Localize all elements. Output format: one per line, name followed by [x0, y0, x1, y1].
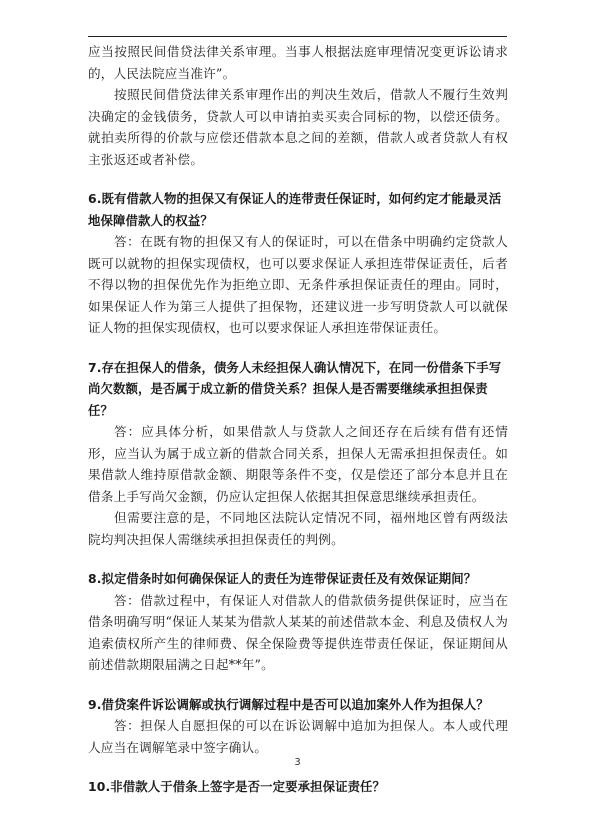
section-heading: 9.借贷案件诉讼调解或执行调解过程中是否可以追加案外人作为担保人？: [88, 696, 489, 712]
section-6: [88, 188, 508, 339]
section-heading: 7.存在担保人的借条，债务人未经担保人确认情况下，在同一份借条下手写尚欠数额，是否属于成立新的借贷关系？担保人是否需要继续承担担保责任？: [88, 359, 502, 418]
section-7: [88, 357, 508, 551]
section-answer: 答：应具体分析，如果借款人与贷款人之间还存在后续有借有还情形，应当认为属于成立新的借款合同关系，担保人无需承担担保责任。如果借款人维持原借款金额、期限等条件不变，仅是偿还了部分本息并且在借条上手写尚欠金额，仍应认定担保人依据其担保意思继续承担责任。: [88, 424, 508, 504]
intro-paragraph-1: 应当按照民间借贷法律关系审理。当事人根据法庭审理情况变更诉讼请求的，人民法院应当准许”。: [88, 44, 508, 81]
page-body: [88, 41, 508, 798]
section-9: [88, 694, 508, 759]
section-answer: 答：担保人自愿担保的可以在诉讼调解中追加为担保人。本人或代理人应当在调解笔录中签字确认。: [88, 718, 508, 755]
intro-paragraph-2: 按照民间借贷法律关系审理作出的判决生效后，借款人不履行生效判决确定的金钱债务，贷款人可以申请拍卖买卖合同标的物，以偿还债务。就拍卖所得的价款与应偿还借款本息之间的差额，借款人或者贷款人有权主张返还或者补偿。: [88, 87, 508, 167]
section-heading: 10.非借款人于借条上签字是否一定要承担保证责任？: [88, 779, 386, 794]
page-number: 3: [294, 757, 301, 768]
section-answer: 答：借款过程中，有保证人对借款人的借款债务提供保证时，应当在借条明确写明“保证人某某为借款人某某的前述借款本金、利息及债权人为追索债权所产生的律师费、保全保险费等提供连带责任保证，保证期间从前述借款期限届满之日起**年”。: [88, 592, 508, 672]
header-rule: [88, 36, 507, 37]
section-8: [88, 568, 508, 676]
section-heading: 8.拟定借条时如何确保保证人的责任为连带保证责任及有效保证期间？: [88, 571, 477, 586]
section-note: 但需要注意的是，不同地区法院认定情况不同，福州地区曾有两级法院均判决担保人需继续承担担保责任的判例。: [88, 510, 508, 547]
section-10: [88, 776, 508, 798]
section-heading: 6.既有借款人物的担保又有保证人的连带责任保证时，如何约定才能最灵活地保障借款人的权益？: [88, 191, 502, 228]
section-answer: 答：在既有物的担保又有人的保证时，可以在借条中明确约定贷款人既可以就物的担保实现债权，也可以要求保证人承担连带保证责任，后者不得以物的担保优先作为拒绝立即、无条件承担保证责任的理由。同时，如果保证人作为第三人提供了担保物，还建议进一步写明贷款人可以就保证人物的担保实现债权，也可以要求保证人承担连带保证责任。: [88, 234, 508, 335]
